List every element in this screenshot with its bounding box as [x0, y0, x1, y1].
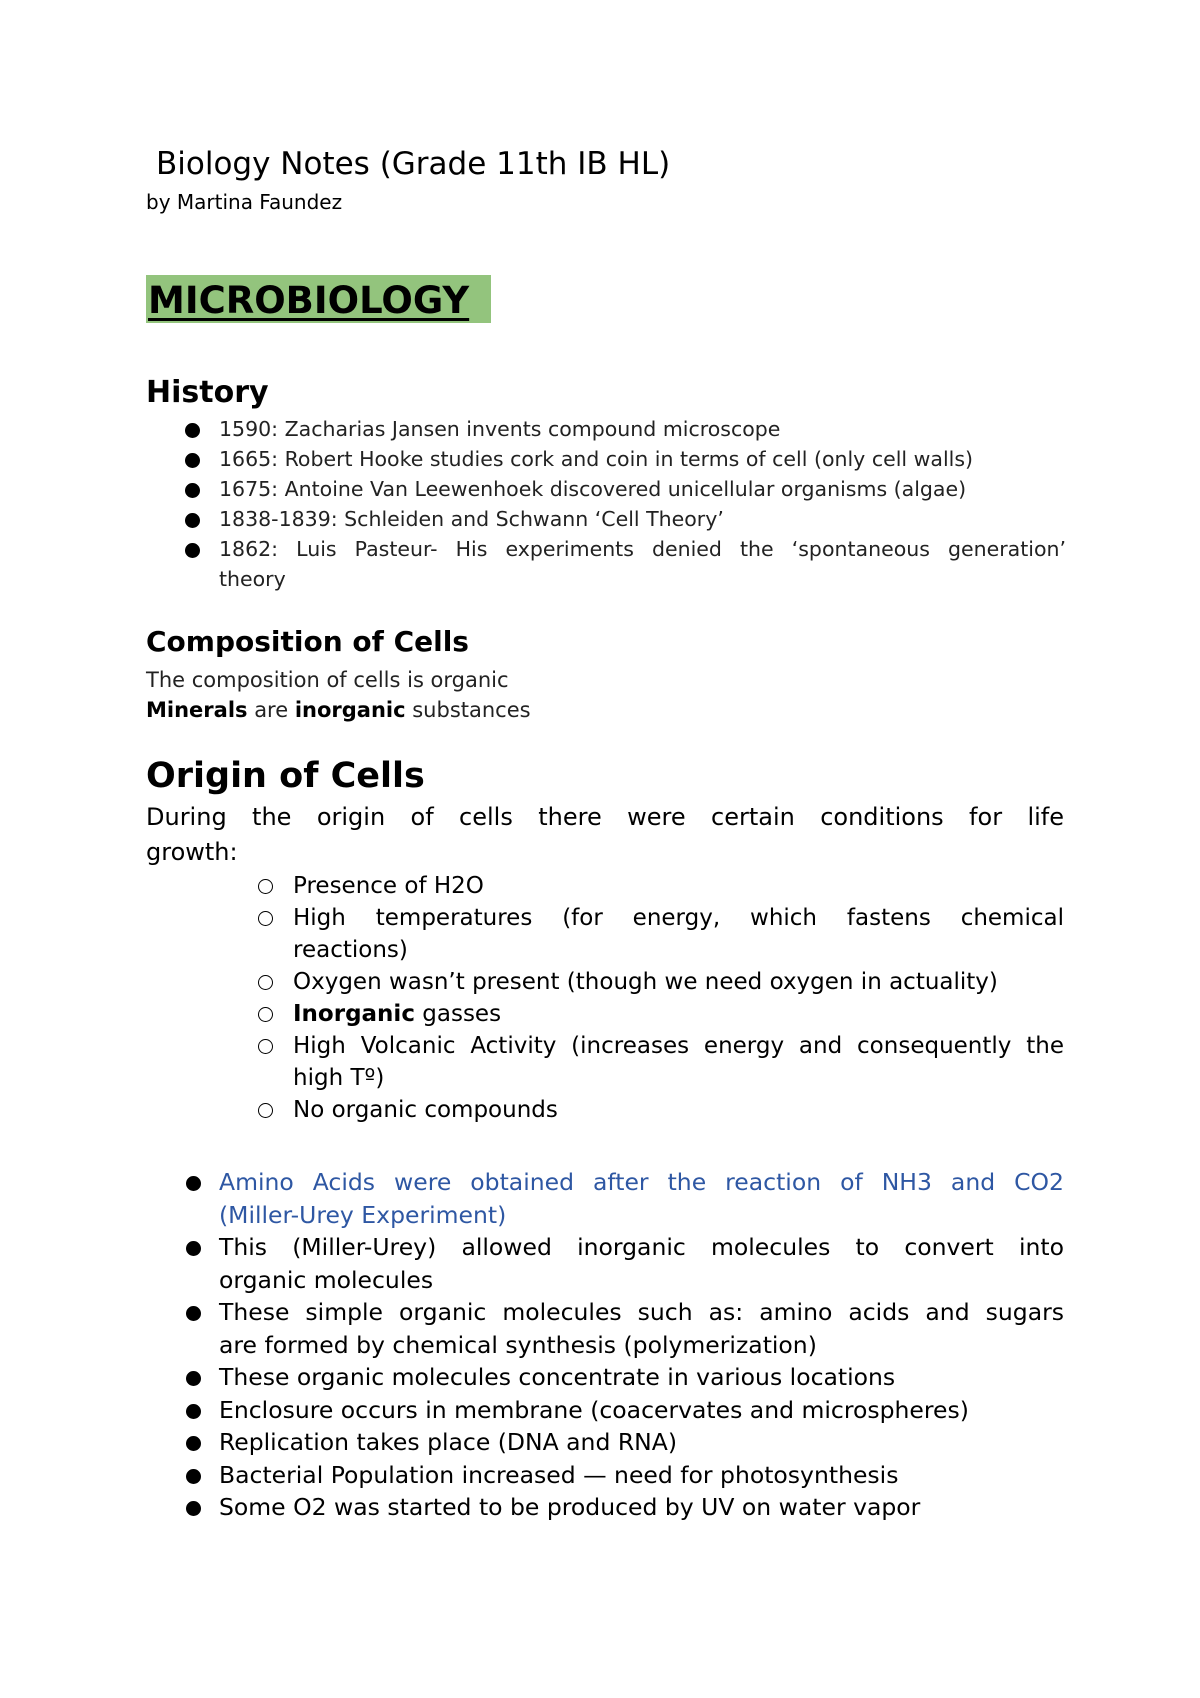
- bullet-icon: [186, 1241, 201, 1256]
- bullet-icon: [185, 543, 200, 558]
- list-item: Oxygen wasn’t present (though we need oxygen in actuality): [146, 966, 1064, 998]
- circle-bullet-icon: [258, 1039, 273, 1054]
- origin-facts-list: [146, 1166, 1064, 1524]
- list-item: 1590: Zacharias Jansen invents compound microscope: [146, 414, 1066, 444]
- list-item: Enclosure occurs in membrane (coacervates and microspheres): [146, 1394, 1064, 1427]
- list-item: Some O2 was started to be produced by UV on water vapor: [146, 1491, 1064, 1524]
- bullet-icon: [186, 1436, 201, 1451]
- bullet-icon: [186, 1371, 201, 1386]
- list-item: High Volcanic Activity (increases energy and consequently the high Tº): [146, 1030, 1064, 1094]
- bullet-icon: [185, 483, 200, 498]
- bullet-icon: [186, 1469, 201, 1484]
- list-item: High temperatures (for energy, which fastens chemical reactions): [146, 902, 1064, 966]
- circle-bullet-icon: [258, 975, 273, 990]
- circle-bullet-icon: [258, 911, 273, 926]
- conditions-list: [146, 870, 1064, 1126]
- document-title: Biology Notes (Grade 11th IB HL): [156, 146, 671, 182]
- bullet-icon: [186, 1404, 201, 1419]
- heading-composition: Composition of Cells: [146, 625, 469, 658]
- list-item: Amino Acids were obtained after the reaction of NH3 and CO2 (Miller-Urey Experiment): [146, 1166, 1064, 1231]
- list-item: This (Miller-Urey) allowed inorganic molecules to convert into organic molecules: [146, 1231, 1064, 1296]
- list-item: Inorganic gasses: [146, 998, 1064, 1030]
- list-item: Bacterial Population increased — need for photosynthesis: [146, 1459, 1064, 1492]
- heading-history: History: [146, 375, 269, 410]
- list-item: These organic molecules concentrate in various locations: [146, 1361, 1064, 1394]
- list-item: Replication takes place (DNA and RNA): [146, 1426, 1064, 1459]
- bullet-icon: [185, 513, 200, 528]
- list-item: 1862: Luis Pasteur- His experiments denied the ‘spontaneous generation’ theory: [146, 534, 1066, 594]
- list-item: These simple organic molecules such as: amino acids and sugars are formed by chemical synthesis (polymerization): [146, 1296, 1064, 1361]
- bullet-icon: [185, 423, 200, 438]
- circle-bullet-icon: [258, 1103, 273, 1118]
- list-item: 1675: Antoine Van Leewenhoek discovered unicellular organisms (algae): [146, 474, 1066, 504]
- bullet-icon: [186, 1176, 201, 1191]
- list-item: 1665: Robert Hooke studies cork and coin in terms of cell (only cell walls): [146, 444, 1066, 474]
- bullet-icon: [186, 1501, 201, 1516]
- document-author: by Martina Faundez: [146, 190, 343, 214]
- list-item: No organic compounds: [146, 1094, 1064, 1126]
- composition-line-2: Minerals are inorganic substances: [146, 698, 531, 722]
- list-item: 1838-1839: Schleiden and Schwann ‘Cell Theory’: [146, 504, 1066, 534]
- circle-bullet-icon: [258, 879, 273, 894]
- section-title-microbiology: MICROBIOLOGY: [146, 275, 491, 323]
- composition-line-1: The composition of cells is organic: [146, 668, 509, 692]
- heading-origin: Origin of Cells: [146, 756, 425, 796]
- bullet-icon: [185, 453, 200, 468]
- circle-bullet-icon: [258, 1007, 273, 1022]
- history-list: [146, 414, 1066, 594]
- bullet-icon: [186, 1306, 201, 1321]
- list-item: Presence of H2O: [146, 870, 1064, 902]
- origin-intro: During the origin of cells there were certain conditions for life growth:: [146, 803, 1064, 866]
